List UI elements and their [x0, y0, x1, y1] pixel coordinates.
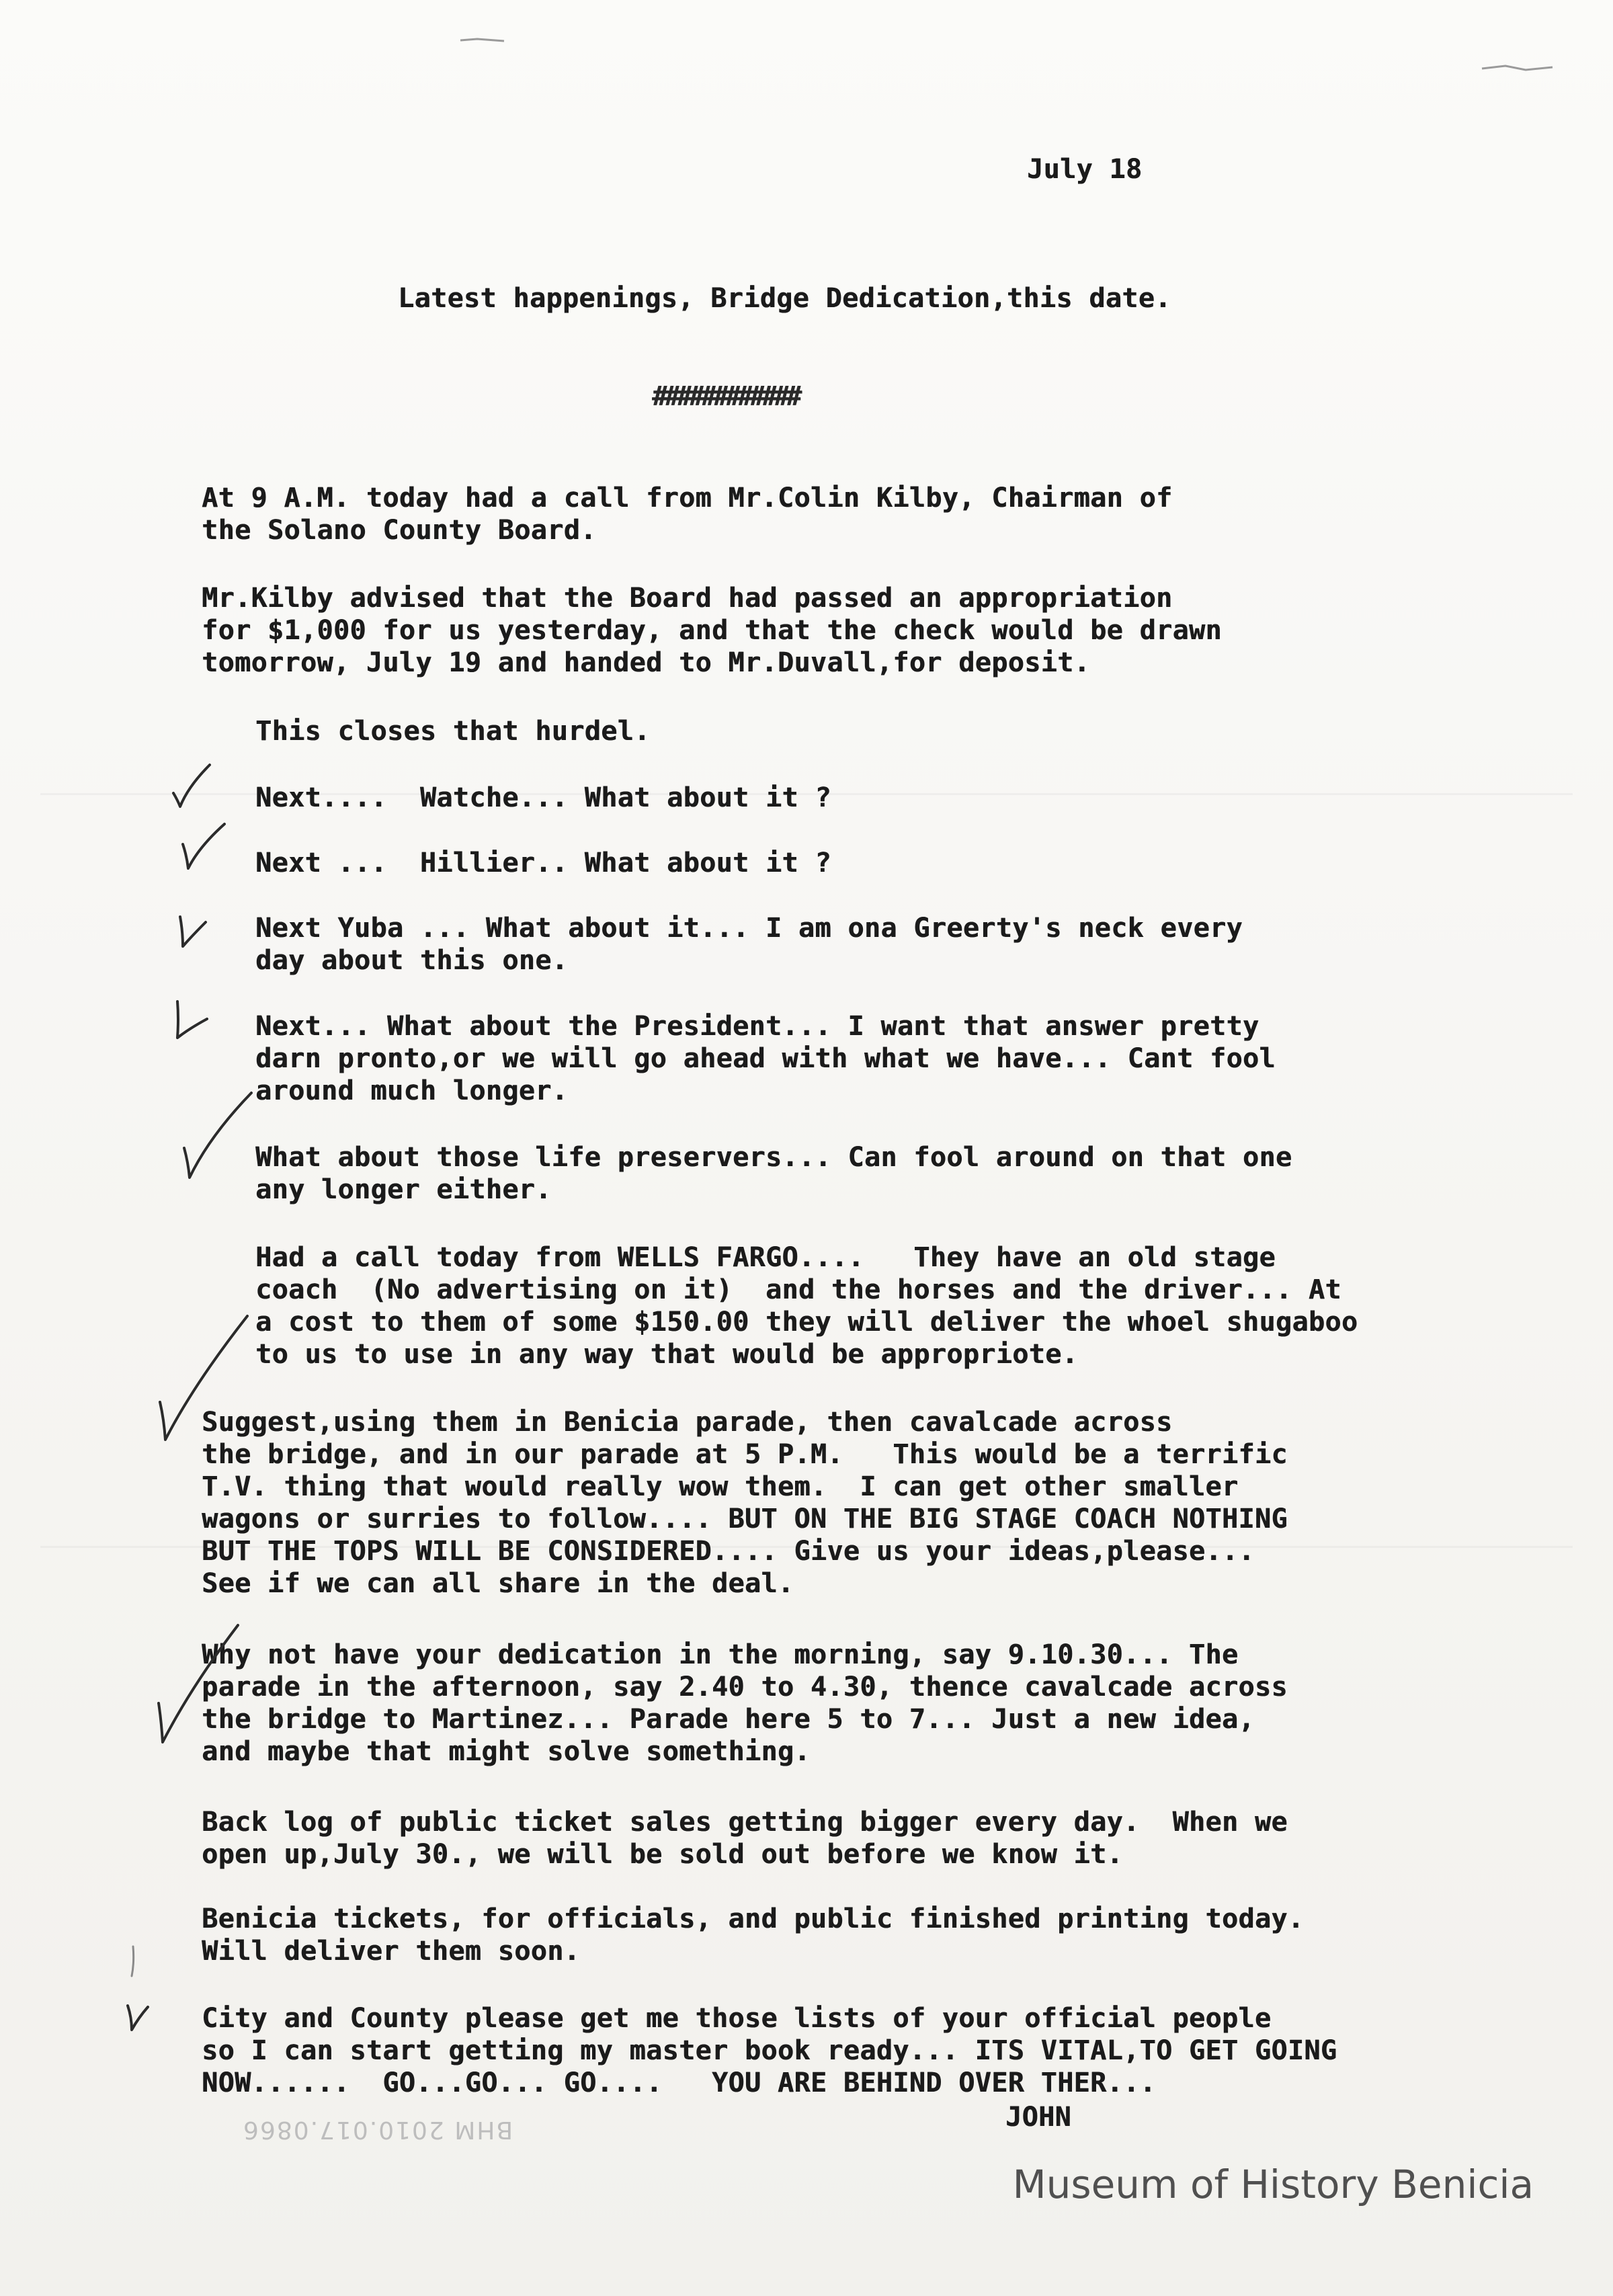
paragraph-hillier: Next ... Hillier.. What about it ? [255, 848, 831, 878]
paragraph-benicia-tickets: Benicia tickets, for officials, and public finished printing today. Will deliver them soon. [202, 1903, 1305, 1967]
title-separator: ############ [652, 381, 798, 412]
paragraph-parade-suggestion: Suggest,using them in Benicia parade, then cavalcade across the bridge, and in our parade at 5 P.M. This would be a terrific T.V. thing that would really wow them. I can get other smaller wagons or surries to follow.... BUT ON THE BIG STAGE COACH NOTHING BUT THE TOPS WILL BE CONSIDERED.... Give us your ideas,please... See if we can all share in the deal. [202, 1407, 1288, 1599]
paragraph-president: Next... What about the President... I want that answer pretty darn pronto,or we will go ahead with what we have... Cant fool around much longer. [255, 1011, 1276, 1106]
check-mark-icon [176, 1089, 257, 1183]
accession-number: BHM 2010.017.0866 [242, 2116, 513, 2143]
check-mark-icon [168, 760, 215, 813]
paragraph-kilby-call: At 9 A.M. today had a call from Mr.Colin Kilby, Chairman of the Solano County Board. [202, 483, 1173, 546]
check-mark-icon [151, 1311, 251, 1445]
letter-date: July 18 [1027, 154, 1143, 185]
museum-watermark: Museum of History Benicia [1012, 2162, 1534, 2207]
paper-tear-mark [1479, 54, 1559, 81]
paragraph-dedication-schedule: Why not have your dedication in the morning, say 9.10.30... The parade in the afternoon, say 2.40 to 4.30, thence cavalcade across the bridge to Martinez... Parade here 5 to 7... Just a new idea, and maybe that might solve something. [202, 1639, 1288, 1767]
letter-title: Latest happenings, Bridge Dedication,this date. [398, 283, 1171, 314]
paragraph-yuba: Next Yuba ... What about it... I am ona Greerty's neck every day about this one. [255, 913, 1243, 976]
paragraph-watche: Next.... Watche... What about it ? [255, 782, 831, 813]
signature: JOHN [1005, 2102, 1071, 2133]
paragraph-wells-fargo: Had a call today from WELLS FARGO.... They have an old stage coach (No advertising on it) and the horses and the driver... At a cost to them of some $150.00 they will deliver the whoel shugaboo to us to use in any way that would be appropriote. [255, 1242, 1358, 1370]
paragraph-ticket-sales: Back log of public ticket sales getting bigger every day. When we open up,July 30., we will be sold out before we know it. [202, 1807, 1288, 1870]
check-mark-icon [121, 1942, 161, 2037]
paragraph-hurdle: This closes that hurdel. [255, 716, 651, 747]
paragraph-appropriation: Mr.Kilby advised that the Board had passed an appropriation for $1,000 for us yesterday, and that the check would be drawn tomorrow, July 19 and handed to Mr.Duvall,for deposit. [202, 583, 1222, 678]
paragraph-life-preservers: What about those life preservers... Can fool around on that one any longer either. [255, 1142, 1292, 1205]
check-mark-icon [173, 907, 220, 954]
check-mark-icon [144, 1620, 245, 1748]
check-mark-icon [169, 995, 216, 1049]
paper-tear-mark [457, 34, 511, 47]
check-mark-icon [175, 820, 229, 874]
paragraph-official-lists: City and County please get me those lists of your official people so I can start getting my master book ready... ITS VITAL,TO GET GOING NOW...... GO...GO... GO.... YOU ARE BEHIND OVER THER... [202, 2003, 1337, 2098]
